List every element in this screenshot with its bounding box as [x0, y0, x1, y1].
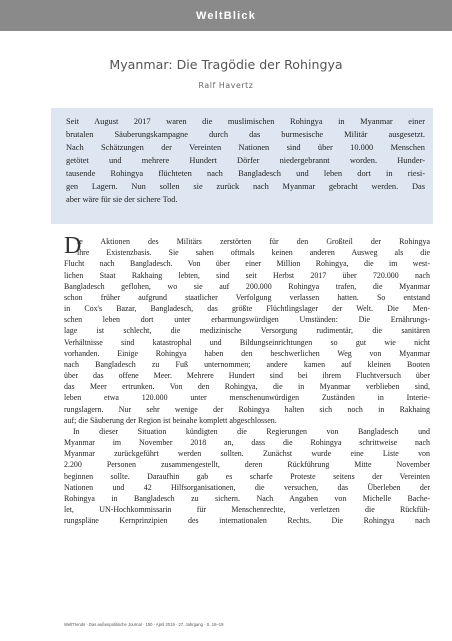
- body-line: 2.200 Personen zusammengestellt, deren Rückführung Mitte November: [64, 460, 430, 470]
- body-line: beginnen sollte. Daraufhin gab es scharfe Proteste seitens der Vereinten: [64, 471, 430, 481]
- body-line: Verhältnisse sind katastrophal und Bildungseinrichtungen so gut wie nicht: [64, 337, 430, 347]
- body-line: ihre Existenzbasis. Sie sahen oftmals keinen anderen Ausweg als die: [77, 248, 430, 258]
- article-author: Ralf Havertz: [198, 81, 254, 90]
- body-line: rungslagern. Nur sehr wenige der Rohingya halten sich noch in Rakhaing: [64, 404, 430, 414]
- abstract-line: getötet und mehrere Hundert Dörfer niedergebrannt worden. Hunder-: [66, 156, 425, 165]
- body-line: nach Bangladesch zu Fuß unternommen; andere kamen auf kleinen Booten: [64, 359, 430, 369]
- body-line: leben etwa 120.000 unter menschenunwürdigen Zuständen in Interie-: [64, 393, 430, 403]
- body-line: Rohingya in Bangladesch zu sichern. Nach Angaben von Michelle Bache-: [64, 493, 430, 503]
- body-line: Myanmar im November 2018 an, dass die Rohingya schrittweise nach: [64, 438, 430, 448]
- body-line: das Meer ertrunken. Von den Rohingya, die in Myanmar verblieben sind,: [64, 382, 430, 392]
- drop-cap: D: [64, 233, 82, 259]
- body-line: rungspläne Kernprinzipien des internationalen Rechts. Die Rohingya nach: [64, 516, 430, 526]
- page-footer: WeltTrends · Das außenpolitische Journal · 150 · April 2019 · 27. Jahrgang · S. 16–19: [64, 622, 224, 627]
- article-body: [64, 233, 430, 526]
- body-line: schen leben dort unter erbarmungswürdigen Umständen: Die Ernährungs-: [64, 315, 430, 325]
- body-line: Nationen und 42 Hilfsorganisationen, die versuchen, das Überleben der: [64, 482, 430, 492]
- abstract-line: tausende Rohingya flüchteten nach Bangladesch und leben dort in riesi-: [66, 169, 425, 178]
- article-title: Myanmar: Die Tragödie der Rohingya: [109, 57, 343, 72]
- abstract-line: gen Lagern. Nun sollen sie zurück nach Myanmar gebracht werden. Das: [66, 182, 425, 191]
- abstract-line: aber wäre für sie der sichere Tod.: [66, 195, 178, 204]
- body-line: let, UN-Hochkommissarin für Menschenrechte, verletzen die Rückfüh-: [64, 505, 430, 515]
- body-line: vorhanden. Einige Rohingya haben den beschwerlichen Weg von Myanmar: [64, 348, 430, 358]
- body-line: Flucht nach Bangladesch. Von über einer Million Rohingya, die im west-: [64, 259, 430, 269]
- body-line: lichen Staat Rakhaing lebten, sind seit Herbst 2017 über 720.000 nach: [64, 270, 430, 280]
- abstract-line: Nach Schätzungen der Vereinten Nationen sind über 10.000 Menschen: [66, 143, 425, 152]
- abstract-line: brutalen Säuberungskampagne durch das burmesische Militär ausgesetzt.: [66, 130, 425, 139]
- body-line: Bangladesch geflohen, wo sie auf 200.000 Rohingya trafen, die Myanmar: [64, 281, 430, 291]
- body-line: ie Aktionen des Militärs zerstörten für den Großteil der Rohingya: [77, 237, 430, 246]
- abstract-box: [51, 108, 433, 224]
- abstract-line: Seit August 2017 waren die muslimischen Rohingya in Myanmar einer: [66, 117, 425, 126]
- body-line: Myanmar zurückgeführt werden sollten. Zunächst wurde eine Liste von: [64, 449, 430, 459]
- body-line: in Cox's Bazar, Bangladesch, das größte Flüchtlingslager der Welt. Die Men-: [64, 304, 430, 314]
- section-label: WeltBlick: [195, 9, 257, 22]
- body-line: über das offene Meer. Mehrere Hundert sind bei ihrem Fluchtversuch über: [64, 371, 430, 381]
- body-line: lage ist schlecht, die medizinische Versorgung rudimentär, die sanitären: [64, 326, 430, 336]
- body-line: auf; die Säuberung der Region ist beinahe komplett abgeschlossen.: [64, 415, 277, 425]
- body-line: In dieser Situation kündigten die Regierungen von Bangladesch und: [73, 426, 430, 436]
- body-line: schon früher aufgrund staatlicher Verfolgung verlassen hatten. So entstand: [64, 292, 430, 302]
- section-header-bar: [0, 0, 452, 31]
